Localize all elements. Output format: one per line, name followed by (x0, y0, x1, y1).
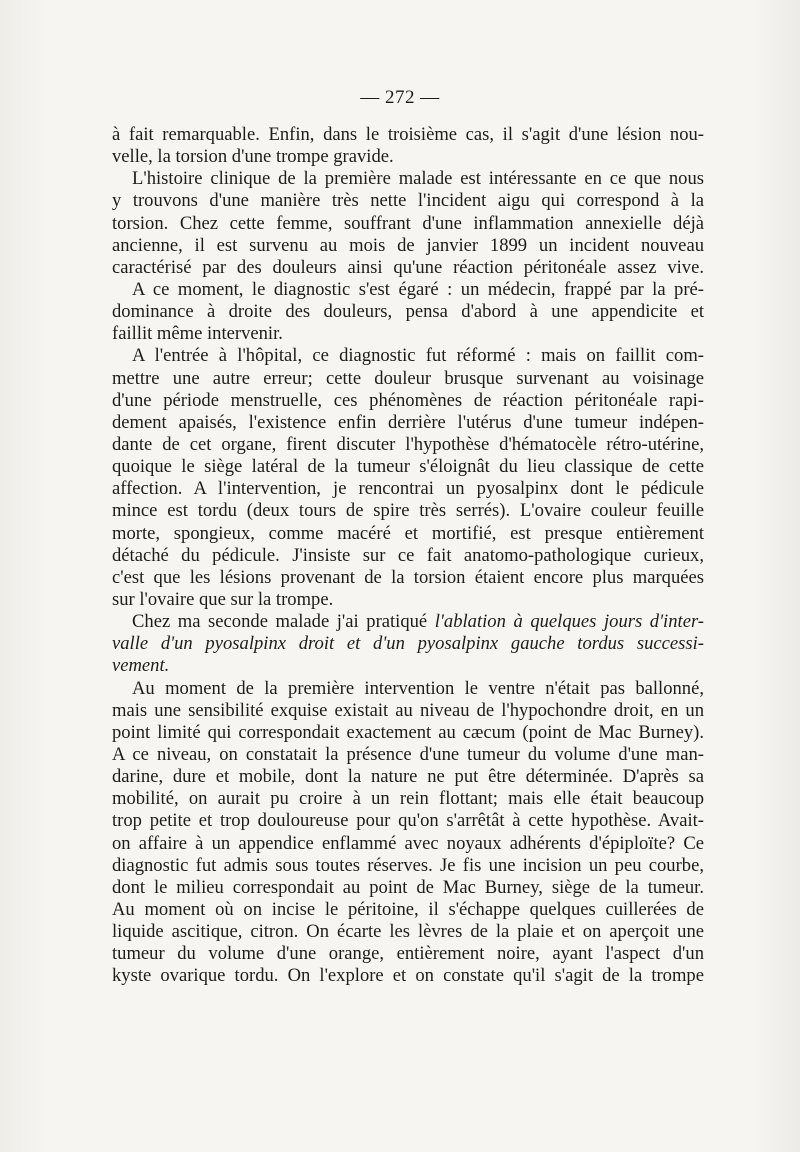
body-text (112, 124, 704, 987)
text-line: liquide ascitique, citron. On écarte les lèvres de la plaie et on aperçoit une (112, 921, 704, 943)
text-line: velle, la torsion d'une trompe gravide. (112, 146, 394, 168)
text-line: Au moment de la première intervention le ventre n'était pas ballonné, (132, 677, 704, 699)
text-line: faillit même intervenir. (112, 323, 283, 345)
text-line: dante de cet organe, firent discuter l'hypothèse d'hématocèle rétro-utérine, (112, 433, 704, 455)
text-line: dement apaisés, l'existence enfin derrière l'utérus d'une tumeur indépen- (112, 411, 704, 433)
text-line: kyste ovarique tordu. On l'explore et on constate qu'il s'agit de la trompe (112, 965, 704, 987)
text-line: dominance à droite des douleurs, pensa d'abord à une appendicite et (112, 301, 704, 323)
text-line: vement. (112, 655, 170, 677)
text-line: torsion. Chez cette femme, souffrant d'une inflammation annexielle déjà (112, 212, 704, 234)
text-line: A l'entrée à l'hôpital, ce diagnostic fut réformé : mais on faillit com- (132, 345, 704, 367)
text-line: à fait remarquable. Enfin, dans le troisième cas, il s'agit d'une lésion nou- (112, 124, 704, 145)
italic-segment: l'ablation à quelques jours d'inter- (434, 611, 704, 633)
text-line: A ce niveau, on constatait la présence d'une tumeur du volume d'une man- (112, 743, 704, 765)
text-line: affection. A l'intervention, je rencontrai un pyosalpinx dont le pédicule (112, 478, 704, 500)
text-line: mais une sensibilité exquise existait au niveau de l'hypochondre droit, en un (112, 699, 704, 721)
text-line: caractérisé par des douleurs ainsi qu'une réaction péritonéale assez vive. (112, 256, 704, 278)
text-line (112, 611, 704, 633)
text-line: mobilité, on aurait pu croire à un rein flottant; mais elle était beaucoup (112, 788, 704, 810)
text-line: détaché du pédicule. J'insiste sur ce fait anatomo-pathologique curieux, (112, 544, 704, 566)
text-line: y trouvons d'une manière très nette l'incident aigu qui correspond à la (112, 190, 704, 212)
text-line: Au moment où on incise le péritoine, il s'échappe quelques cuillerées de (112, 898, 704, 920)
text-line: morte, spongieux, comme macéré et mortifié, est presque entièrement (112, 522, 704, 544)
text-line: trop petite et trop douloureuse pour qu'on s'arrêtât à cette hypothèse. Avait- (112, 810, 704, 832)
text-line: point limité qui correspondait exactement au cæcum (point de Mac Burney). (112, 721, 704, 743)
page-number: — 272 — (360, 87, 440, 108)
text-line: sur l'ovaire que sur la trompe. (112, 588, 334, 610)
text-line: c'est que les lésions provenant de la torsion étaient encore plus marquées (112, 566, 704, 588)
text-line: L'histoire clinique de la première malade est intéressante en ce que nous (132, 168, 704, 190)
text-line: d'une période menstruelle, ces phénomènes de réaction péritonéale rapi- (112, 389, 704, 411)
text-line: valle d'un pyosalpinx droit et d'un pyosalpinx gauche tordus successi- (112, 633, 704, 655)
text-segment: Chez ma seconde malade j'ai pratiqué (132, 611, 435, 633)
text-line: mettre une autre erreur; cette douleur brusque survenant au voisinage (112, 367, 704, 389)
text-line: dont le milieu correspondait au point de Mac Burney, siège de la tumeur. (112, 876, 704, 898)
text-line: diagnostic fut admis sous toutes réserves. Je fis une incision un peu courbe, (112, 854, 704, 876)
text-line: ancienne, il est survenu au mois de janvier 1899 un incident nouveau (112, 234, 704, 256)
text-line: A ce moment, le diagnostic s'est égaré : un médecin, frappé par la pré- (132, 278, 704, 300)
text-line: darine, dure et mobile, dont la nature ne put être déterminée. D'après sa (112, 766, 704, 788)
text-line: tumeur du volume d'une orange, entièrement noire, ayant l'aspect d'un (112, 943, 704, 965)
text-line: on affaire à un appendice enflammé avec noyaux adhérents d'épiploïte? Ce (112, 832, 704, 854)
text-line: quoique le siège latéral de la tumeur s'éloignât du lieu classique de cette (112, 456, 704, 478)
text-line: mince est tordu (deux tours de spire très serrés). L'ovaire couleur feuille (112, 500, 704, 522)
